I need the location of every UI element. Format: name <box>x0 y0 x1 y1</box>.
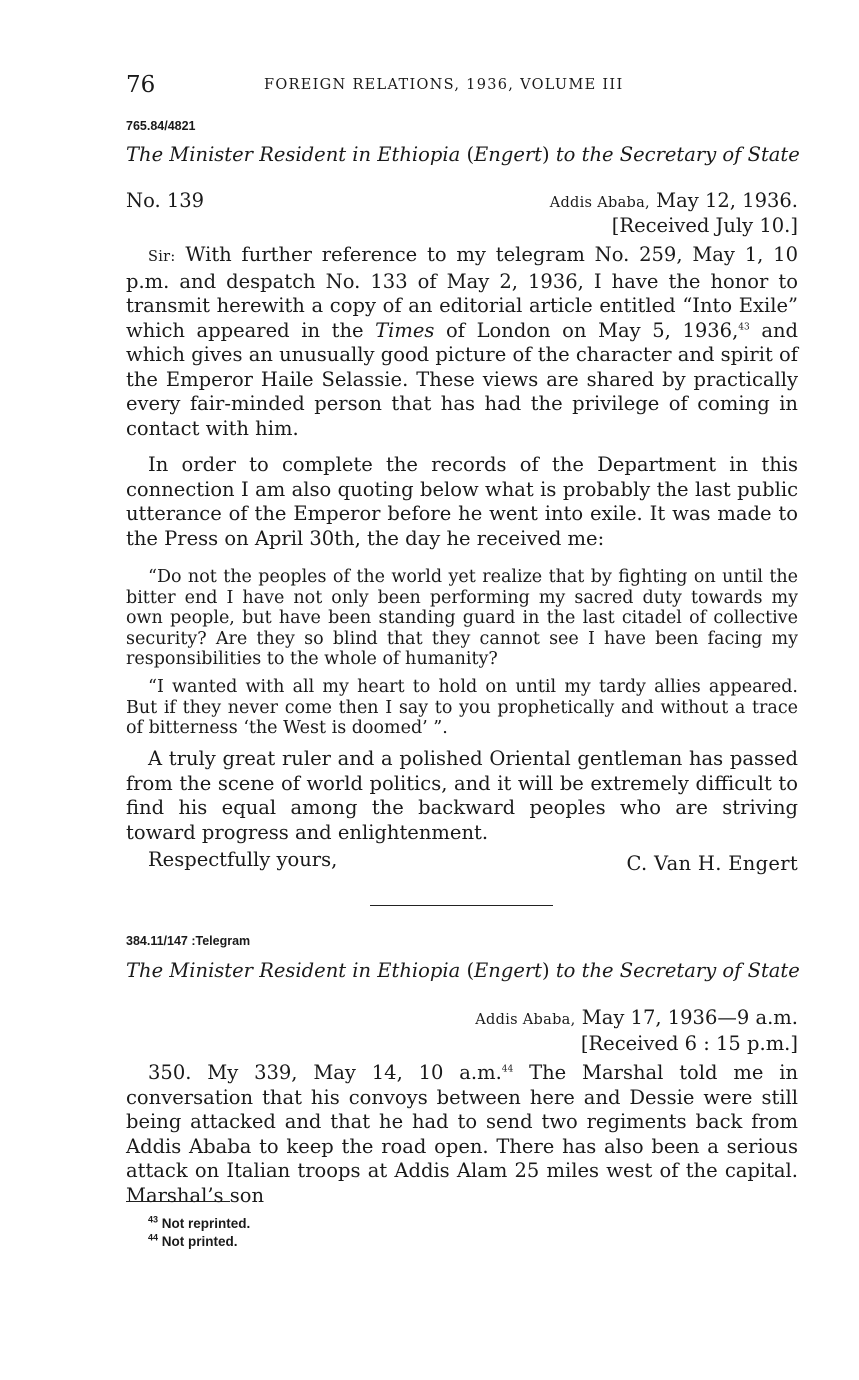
footnote-rule <box>126 1201 230 1202</box>
section-divider <box>370 905 553 906</box>
place: Addis Ababa, <box>549 195 650 211</box>
body-paragraph: Sir: With further reference to my telegram No. 259, May 1, 10 p.m. and despatch No. 133 of May 2, 1936, I have the honor to transmit herewith a copy of an editorial article entitled “Into Exile” which appeared in the Times of London on May 5, 1936,43 and which gives an unusually good picture of the character and spirit of the Emperor Haile Selassie. These views are shared by practically every fair-minded person that has had the privilege of coming in contact with him. <box>126 243 799 440</box>
place-date <box>475 1006 798 1029</box>
salutation: Sir: <box>148 249 176 265</box>
body-paragraph: In order to complete the records of the Department in this connection I am also quoting below what is probably the last public utterance of the Emperor before he went into exile. It was made to the Press on April 30th, the day he received me: <box>126 453 798 550</box>
file-reference: 765.84/4821 <box>126 119 196 133</box>
document-title: The Minister Resident in Ethiopia (Engert) to the Secretary of State <box>126 143 800 166</box>
signature: C. Van H. Engert <box>626 852 798 875</box>
file-reference: 384.11/147 :Telegram <box>126 934 251 948</box>
received-note: [Received July 10.] <box>611 214 798 237</box>
page-number: 76 <box>126 72 156 98</box>
closing: Respectfully yours, <box>148 848 338 871</box>
received-note: [Received 6 : 15 p.m.] <box>580 1032 798 1055</box>
footnotes <box>148 1215 250 1251</box>
date: May 17, 1936—9 a.m. <box>575 1006 798 1029</box>
newspaper-title: Times <box>375 318 435 342</box>
page-header <box>126 72 798 102</box>
footnote: $^{43}$ Not reprinted. <box>148 1214 251 1231</box>
body-paragraph: 350. My 339, May 14, 10 a.m.$^{44}$ The Marshal told me in conversation that his convoys between here and Dessie were still being attacked and that he had to send two regiments back from Addis Ababa to keep the road open. There has also been a serious attack on Italian troops at Addis Alam 25 miles west of the capital. Marshal’s son <box>126 1061 799 1207</box>
date: May 12, 1936. <box>649 189 798 212</box>
document-title: The Minister Resident in Ethiopia (Engert) to the Secretary of State <box>126 959 800 982</box>
place-date <box>550 189 798 212</box>
quotation: “I wanted with all my heart to hold on until my tardy allies appeared. But if they never come then I say to you prophetically and without a trace of bitterness ‘the West is doomed’ ”. <box>126 677 798 738</box>
running-title: FOREIGN RELATIONS, 1936, VOLUME III <box>264 77 624 93</box>
body-paragraph: A truly great ruler and a polished Oriental gentleman has passed from the scene of world politics, and it will be extremely difficult to find his equal among the backward peoples who are striving toward progress and enlightenment. <box>126 747 798 844</box>
footnote-ref: 44 <box>501 1064 514 1075</box>
dateline <box>126 189 798 212</box>
footnote: $^{44}$ Not printed. <box>148 1232 238 1249</box>
despatch-number: No. 139 <box>126 189 205 212</box>
place: Addis Ababa, <box>475 1012 576 1028</box>
footnote-ref: 43 <box>738 322 750 332</box>
quotation: “Do not the peoples of the world yet realize that by fighting on until the bitter end I have not only been performing my sacred duty towards my own people, but have been standing guard in the last citadel of collective security? Are they so blind that they cannot see I have been facing my responsibilities to the whole of humanity? <box>126 567 798 669</box>
